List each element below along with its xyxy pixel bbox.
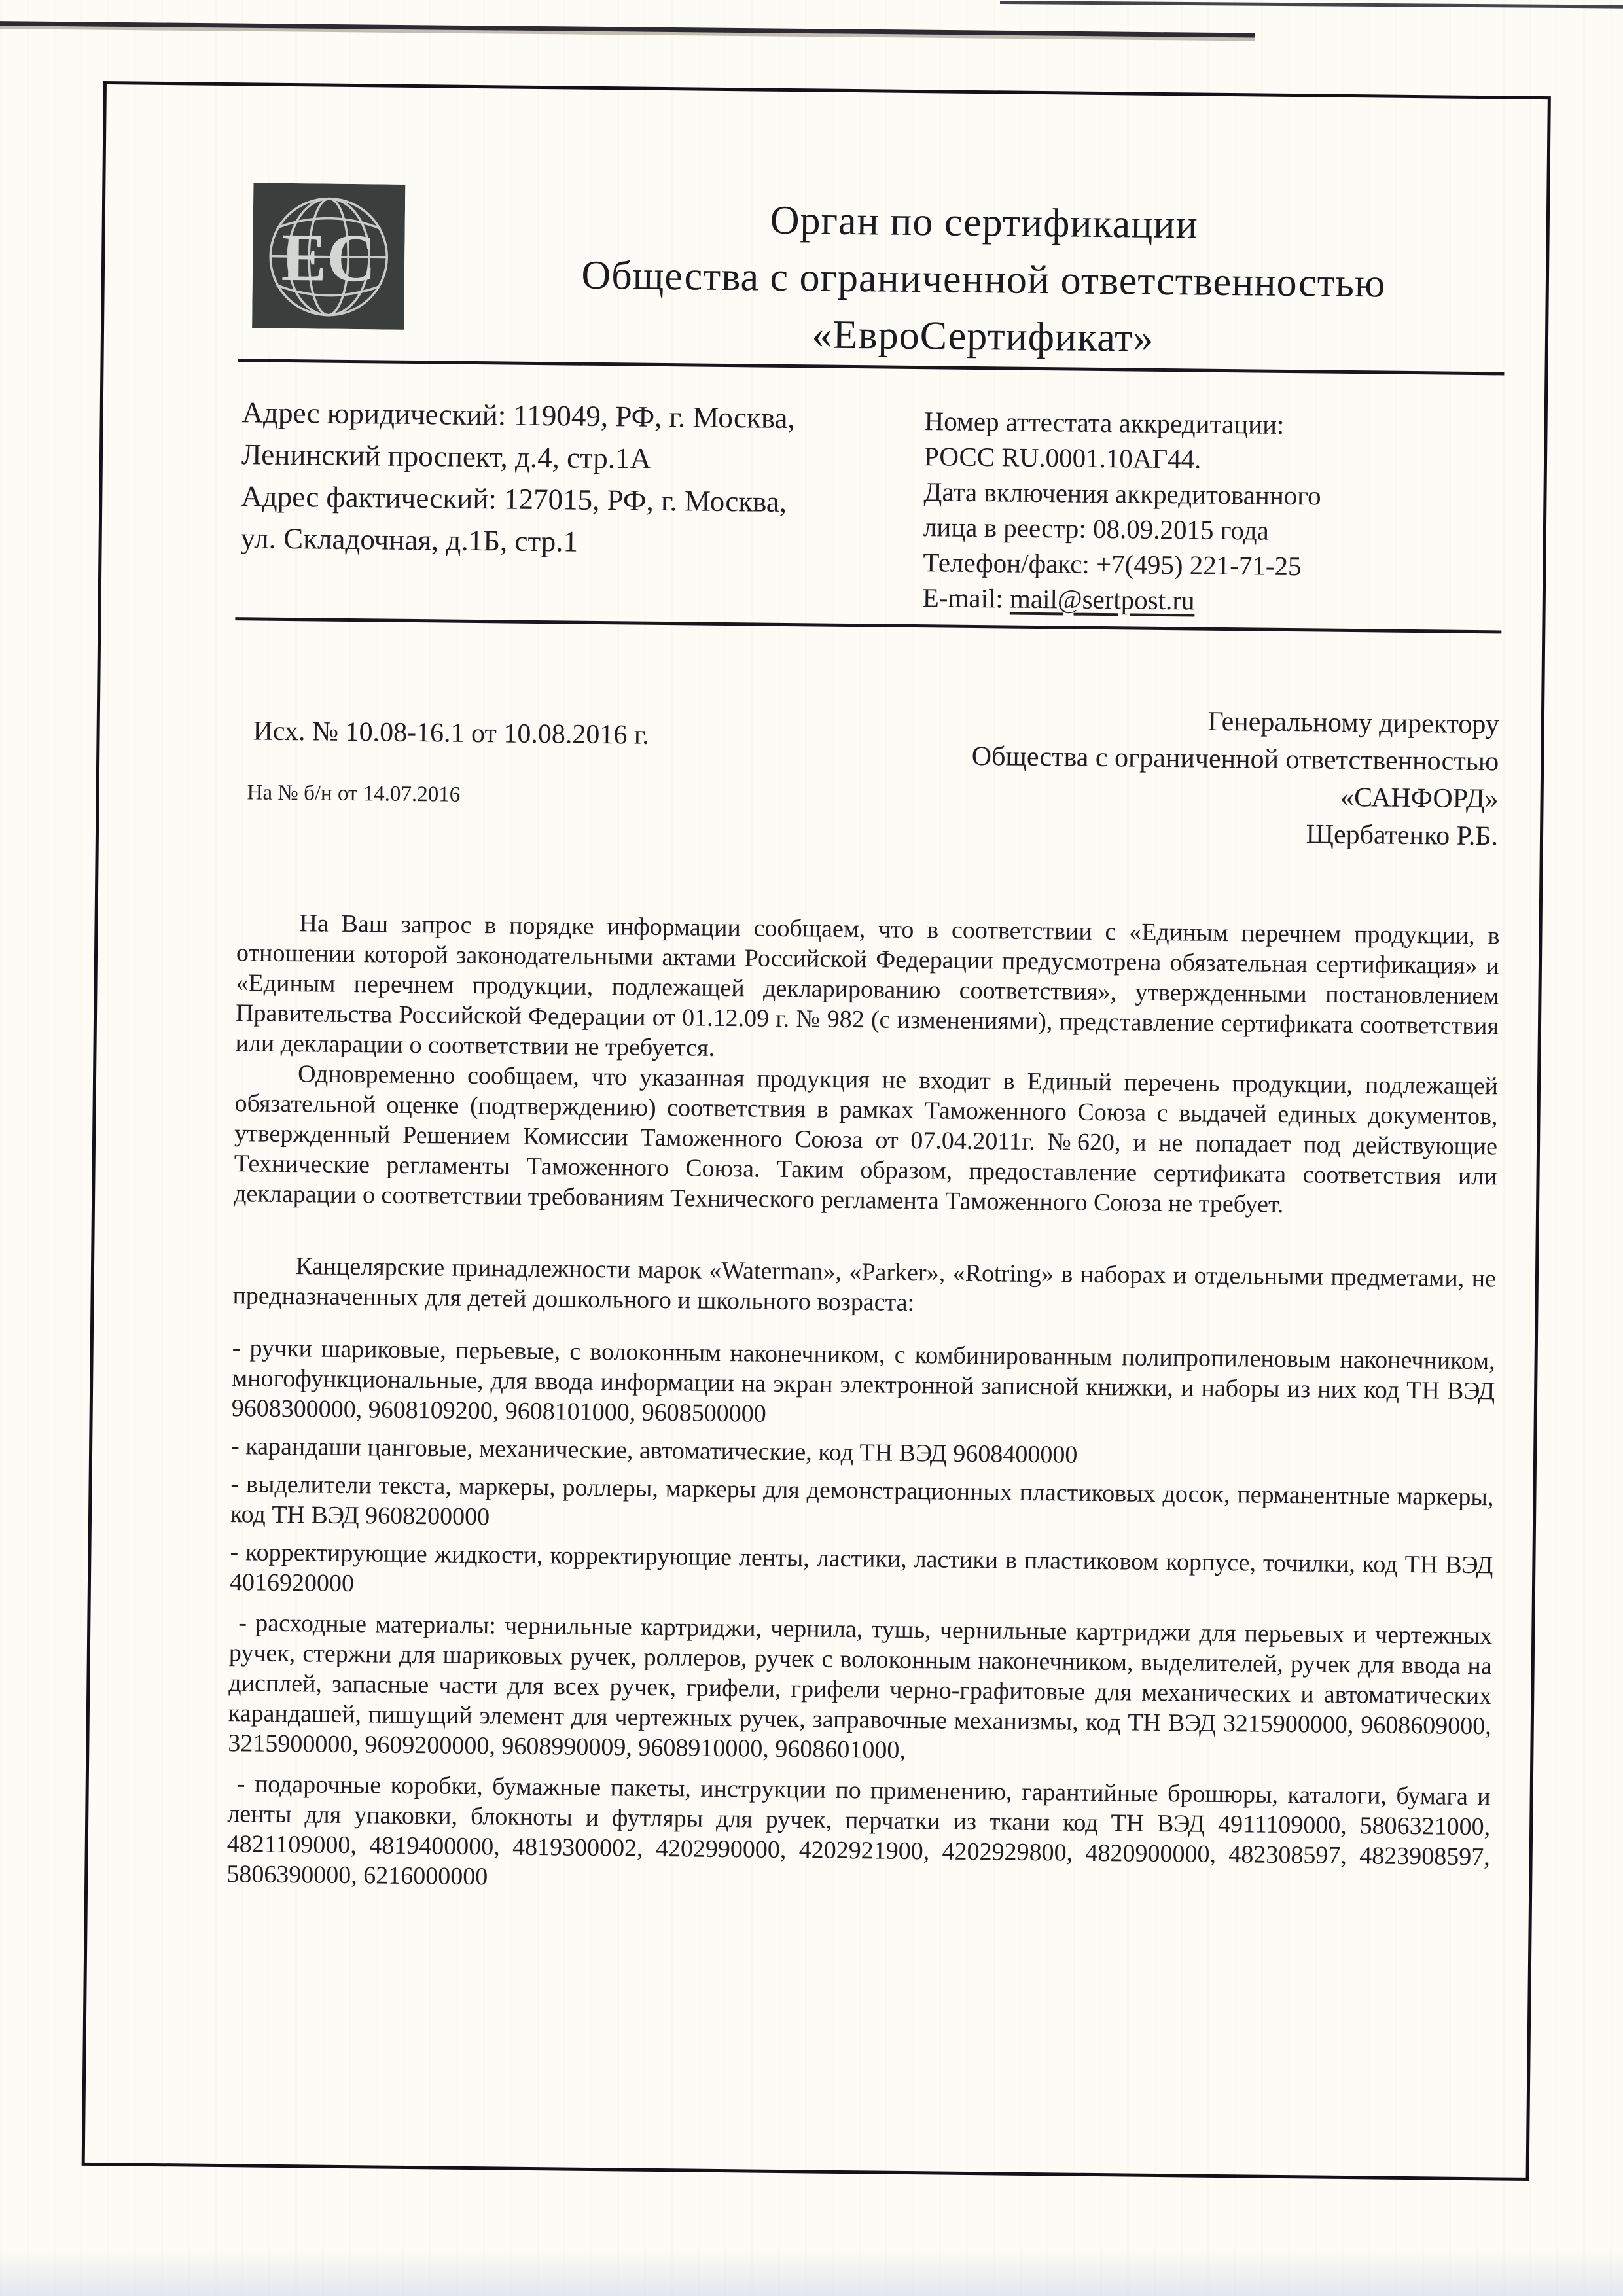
email-label: E-mail:: [922, 582, 1010, 614]
letterhead: [104, 181, 1547, 371]
incoming-ref: На № б/н от 14.07.2016: [247, 781, 461, 807]
accreditation-line: РОСС RU.0001.10АГ44.: [923, 441, 1202, 474]
addressee-line: Щербатенко Р.Б.: [1306, 819, 1499, 852]
accreditation-line: Номер аттестата аккредитации:: [924, 406, 1285, 440]
scan-artifact-top-right-line: [1000, 1, 1623, 9]
body-paragraph: Канцелярские принадлежности марок «Waterman», «Parker», «Rotring» в наборах и отдельными предметами, не предназначенных для детей дошкольного и школьного возраста:: [232, 1252, 1497, 1317]
accreditation-block: [923, 403, 1323, 619]
info-divider: [235, 617, 1501, 633]
org-title: [404, 185, 1547, 371]
accreditation-line: Телефон/факс: +7(495) 221-71-25: [923, 547, 1302, 582]
product-item: - карандаши цанговые, механические, автоматические, код ТН ВЭД 9608400000: [230, 1432, 1078, 1469]
email-value: mail@sertpost.ru: [1009, 583, 1195, 616]
document-page: [82, 81, 1551, 2181]
addressee-line: Генеральному директору: [1207, 706, 1500, 740]
outgoing-ref: Исх. № 10.08-16.1 от 10.08.2016 г.: [253, 716, 650, 751]
org-title-line3: «ЕвроСертификат»: [812, 312, 1154, 361]
logo-letters: ЕС: [281, 219, 377, 296]
body-paragraph: Одновременно сообщаем, что указанная продукция не входит в Единый перечень продукции, подлежащей обязательной оценке (подтверждению) соответствия в рамках Таможенного Союза с выдачей единых документов, утвержденный Решением Комиссии Таможенного Союза от 07.04.2011г. №620, и не попадает под действующие Технические регламенты Таможенного Союза. Таким образом, предоставление сертификата соответствия или декларации о соответствии требованиям Технического регламента Таможенного Союза не требует.: [233, 1060, 1499, 1218]
accreditation-line: Дата включения аккредитованного: [923, 476, 1321, 511]
address-line: ул. Складочная, д.1Б, стр.1: [240, 521, 579, 558]
product-item: - выделители текста, маркеры, роллеры, маркеры для демонстрационных пластиковых досок, перманентные маркеры, код ТН ВЭД 9608200000: [230, 1470, 1494, 1531]
letter-body: [226, 908, 1500, 1902]
addressee-line: Общества с ограниченной ответственностью: [971, 741, 1499, 777]
product-item: - подарочные коробки, бумажные пакеты, инструкции по применению, гарантийные брошюры, каталоги, бумага и ленты для упаковки, блокноты и футляры для ручек, перчатки из ткани код ТН ВЭД 4911109000, 5806321000, 4821109000, 4819400000, 4819300002, 4202990000, 4202921900, 4202929800, 4820900000, 482308597, 4823908597, 5806390000, 6216000000: [226, 1770, 1491, 1891]
org-title-line2: Общества с ограниченной ответственностью: [581, 253, 1386, 306]
address-line: Ленинский проспект, д.4, стр.1А: [241, 438, 652, 475]
accreditation-line: лица в реестр: 08.09.2015 года: [923, 512, 1270, 546]
product-item: - ручки шариковые, перьевые, с волоконным наконечником, с комбинированным полипропиленовым наконечником, многофункциональные, для ввода информации на экран электронной записной книжки, и наборы из них код ТН ВЭД 9608300000, 9608109200, 9608101000, 9608500000: [231, 1334, 1495, 1428]
addressee-line: «САНФОРД»: [1340, 782, 1499, 815]
product-item: - расходные материалы: чернильные картриджи, чернила, тушь, чернильные картриджи для перьевых и чертежных ручек, стержни для шариковых ручек, роллеров, ручек с волоконным наконечником, выделителей, ручек для ввода на дисплей, запасные части для всех ручек, грифели, грифели черно-графитовые для механических и автоматических карандашей, пишущий элемент для чертежных ручек, заправочные механизмы, код ТН ВЭД 3215900000, 9608609000, 3215900000, 9609200000, 9608990009, 9608910000, 9608601000,: [228, 1609, 1493, 1764]
address-line: Адрес фактический: 127015, РФ, г. Москва,: [241, 480, 787, 518]
org-title-line1: Орган по сертификации: [770, 198, 1199, 247]
body-paragraph: На Ваш запрос в порядке информации сообщаем, что в соответствии с «Единым перечнем продукции, в отношении которой законодательными актами Российской Федерации предусмотрена обязательная сертификация» и «Единым перечнем продукции, подлежащей декларированию соответствия», утвержденными постановлением Правительства Российской Федерации от 01.12.09 г. № 982 (с изменениями), представление сертификата соответствия или декларации о соответствии не требуется.: [235, 910, 1500, 1062]
address-line: Адрес юридический: 119049, РФ, г. Москва,: [241, 396, 796, 435]
scan-artifact-top-left-line: [0, 21, 1255, 38]
email-line: [923, 580, 1321, 619]
ec-logo: [252, 183, 405, 329]
product-item: - корректирующие жидкости, корректирующие ленты, ластики, ластики в пластиковом корпусе, точилки, код ТН ВЭД 4016920000: [229, 1538, 1493, 1598]
addressee-block: [971, 701, 1499, 855]
org-address-block: [240, 391, 795, 565]
